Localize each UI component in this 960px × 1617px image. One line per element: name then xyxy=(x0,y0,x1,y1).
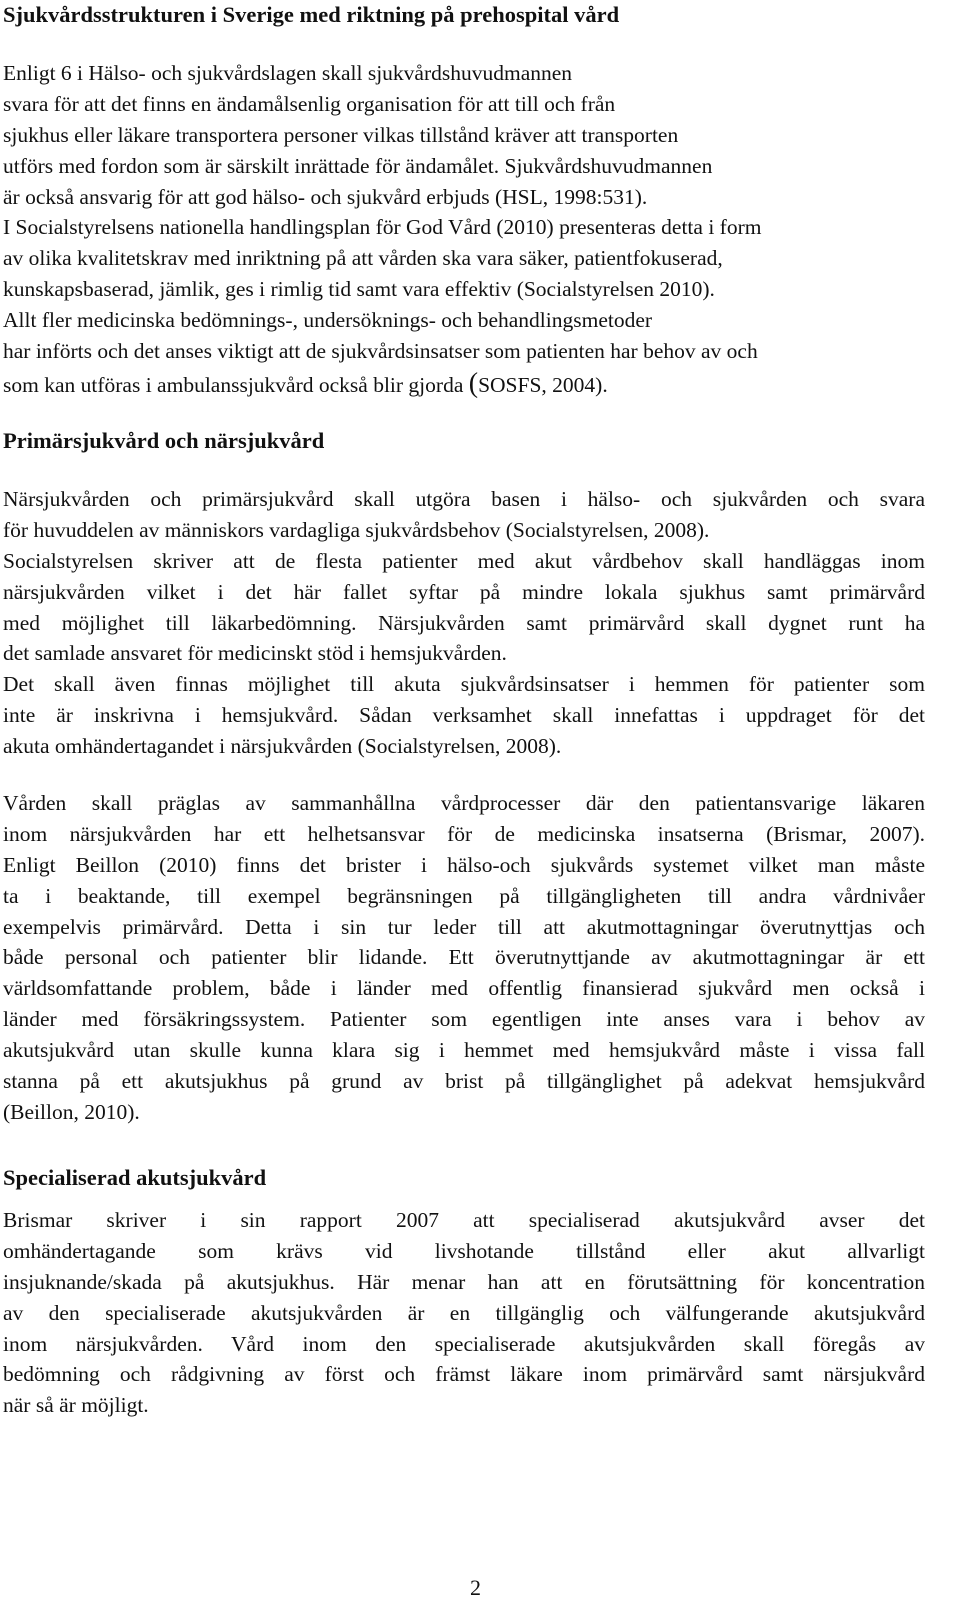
text-line: länder med försäkringssystem. Patienter som egentligen inte anses vara i behov av xyxy=(3,1007,925,1032)
text-line: omhändertagande som krävs vid livshotande tillstånd eller akut allvarligt xyxy=(3,1238,925,1263)
text-line: när så är möjligt. xyxy=(3,1393,149,1418)
text-line: insjuknande/skada på akutsjukhus. Här menar han att en förutsättning för koncentration xyxy=(3,1269,925,1294)
text-line: (Beillon, 2010). xyxy=(3,1099,140,1124)
text-line: ta i beaktande, till exempel begränsningen på tillgängligheten till andra vårdnivåer xyxy=(3,883,925,908)
section2-paragraph-2 xyxy=(3,788,925,1128)
text-line: Socialstyrelsen skriver att de flesta patienter med akut vårdbehov skall handläggas inom xyxy=(3,548,925,573)
text-line: inom närsjukvården. Vård inom den specialiserade akutsjukvården skall föregås av xyxy=(3,1331,925,1356)
text-line: stanna på ett akutsjukhus på grund av brist på tillgänglighet på adekvat hemsjukvård xyxy=(3,1069,925,1094)
text-line: Enligt 6 i Hälso- och sjukvårdslagen skall sjukvårdshuvudmannen xyxy=(3,61,573,85)
text-fragment: SOSFS, 2004). xyxy=(478,372,608,397)
page-number: 2 xyxy=(470,1575,481,1600)
text-line: av den specialiserade akutsjukvården är en tillgänglig och välfungerande akutsjukvård xyxy=(3,1300,925,1325)
text-line: världsomfattande problem, både i länder med offentlig finansierad sjukvård men också i xyxy=(3,976,925,1001)
section-heading-specialiserad-akutsjukvard: Specialiserad akutsjukvård xyxy=(3,1165,267,1190)
text-line: inte är inskrivna i hemsjukvård. Sådan verksamhet skall innefattas i uppdraget för det xyxy=(3,703,925,728)
section3-paragraph xyxy=(3,1205,925,1421)
text-line: exempelvis primärvård. Detta i sin tur leder till att akutmottagningar överutnyttjas och xyxy=(3,914,925,939)
large-parenthesis: ( xyxy=(468,367,479,399)
text-line: akuta omhändertagandet i närsjukvården (Socialstyrelsen, 2008). xyxy=(3,734,562,759)
text-line: Allt fler medicinska bedömnings-, undersöknings- och behandlingsmetoder xyxy=(3,308,653,333)
section2-paragraph-1 xyxy=(3,484,925,762)
text-line: sjukhus eller läkare transportera personer vilkas tillstånd kräver att transporten xyxy=(3,122,679,147)
text-line: Enligt Beillon (2010) finns det brister i hälso-och sjukvårds systemet vilket man måste xyxy=(3,852,925,877)
text-line: det samlade ansvaret för medicinskt stöd i hemsjukvården. xyxy=(3,641,507,666)
text-line-last xyxy=(3,367,925,401)
text-line: Brismar skriver i sin rapport 2007 att specialiserad akutsjukvård avser det xyxy=(3,1208,925,1232)
text-line: Vården skall präglas av sammanhållna vårdprocesser där den patientansvarige läkaren xyxy=(3,791,925,815)
text-line: för huvuddelen av människors vardagliga sjukvårdsbehov (Socialstyrelsen, 2008). xyxy=(3,517,710,542)
section-heading-sjukvardsstrukturen: Sjukvårdsstrukturen i Sverige med riktning på prehospital vård xyxy=(3,2,620,27)
text-line: svara för att det finns en ändamålsenlig organisation för att till och från xyxy=(3,91,616,116)
text-line: av olika kvalitetskrav med inriktning på att vården ska vara säker, patientfokuserad, xyxy=(3,246,723,271)
text-line: har införts och det anses viktigt att de sjukvårdsinsatser som patienten har behov av och xyxy=(3,339,758,364)
text-line: inom närsjukvården har ett helhetsansvar för de medicinska insatserna (Brismar, 2007). xyxy=(3,821,925,846)
section-heading-primarsjukvard: Primärsjukvård och närsjukvård xyxy=(3,428,325,453)
text-fragment: som kan utföras i ambulanssjukvård också blir gjorda xyxy=(3,372,469,397)
text-line: utförs med fordon som är särskilt inrättade för ändamålet. Sjukvårdshuvudmannen xyxy=(3,153,713,178)
text-line: både personal och patienter blir lidande. Ett överutnyttjande av akutmottagningar är ett xyxy=(3,945,925,970)
text-line: kunskapsbaserad, jämlik, ges i rimlig tid samt vara effektiv (Socialstyrelsen 2010). xyxy=(3,277,715,302)
text-line: med möjlighet till läkarbedömning. Närsjukvården samt primärvård skall dygnet runt ha xyxy=(3,610,925,635)
text-line: bedömning och rådgivning av först och främst läkare inom primärvård samt närsjukvård xyxy=(3,1362,925,1387)
text-line: är också ansvarig för att god hälso- och sjukvård erbjuds (HSL, 1998:531). xyxy=(3,184,648,209)
text-line: akutsjukvård utan skulle kunna klara sig i hemmet med hemsjukvård måste i vissa fall xyxy=(3,1038,925,1063)
section1-paragraph xyxy=(3,58,925,401)
text-line: I Socialstyrelsens nationella handlingsplan för God Vård (2010) presenteras detta i form xyxy=(3,215,762,240)
text-line: närsjukvården vilket i det här fallet syftar på mindre lokala sjukhus samt primärvård xyxy=(3,579,925,604)
text-line: Det skall även finnas möjlighet till akuta sjukvårdsinsatser i hemmen för patienter som xyxy=(3,672,925,697)
text-line: Närsjukvården och primärsjukvård skall utgöra basen i hälso- och sjukvården och svara xyxy=(3,487,925,511)
